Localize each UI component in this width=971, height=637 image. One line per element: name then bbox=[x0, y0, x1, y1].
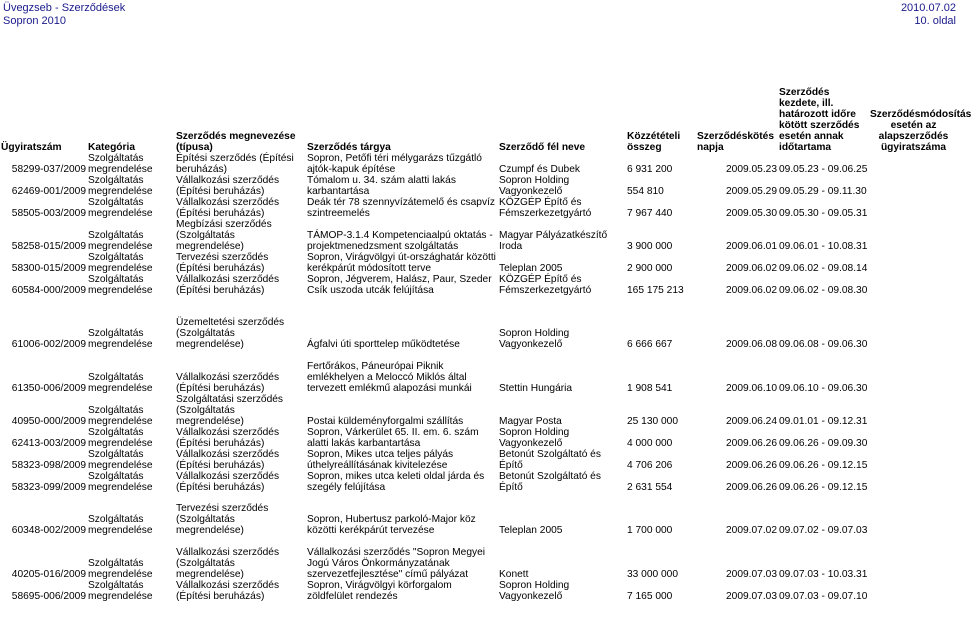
cell-ugyiratszam: 58323-099/2009 bbox=[11, 482, 86, 493]
cell-idotartam: 09.05.23 - 09.06.25 bbox=[779, 164, 868, 175]
cell-alapszerzodes bbox=[869, 427, 958, 449]
table-row bbox=[0, 449, 958, 471]
cell-kategoria: Szolgáltatás megrendelése bbox=[88, 514, 153, 536]
cell-szerzodes-tipus: Vállalkozási szerződés (Építési beruházás) bbox=[176, 449, 280, 471]
table-row bbox=[0, 350, 958, 394]
cell-szerzodes-tipus: Vállalkozási szerződés (Építési beruházás) bbox=[176, 471, 280, 493]
cell-kategoria: Szolgáltatás megrendelése bbox=[88, 252, 153, 274]
cell-kotes-napja: 2009.07.03 bbox=[726, 569, 777, 580]
cell-szerzodes-targya: Fertőrákos, Páneurópai Piknik emlékhelyen a Meloccó Miklós által tervezett emlékmű alapozási munkái bbox=[307, 361, 472, 394]
cell-kotes-napja: 2009.05.23 bbox=[726, 164, 777, 175]
cell-kotes-napja: 2009.06.24 bbox=[726, 416, 777, 427]
cell-ugyiratszam: 58695-006/2009 bbox=[11, 591, 86, 602]
cell-alapszerzodes bbox=[869, 175, 958, 197]
cell-kotes-napja: 2009.06.26 bbox=[726, 460, 777, 471]
cell-kategoria: Szolgáltatás megrendelése bbox=[88, 427, 153, 449]
cell-alapszerzodes bbox=[869, 449, 958, 471]
contracts-table bbox=[0, 44, 971, 602]
cell-szerzodes-tipus: Szolgáltatási szerződés (Szolgáltatás megrendelése) bbox=[176, 394, 284, 427]
col-header-ugyiratszam: Ügyiratszám bbox=[1, 142, 62, 153]
cell-szerzodo-fel: Sopron Holding Vagyonkezelő bbox=[499, 427, 570, 449]
table-row bbox=[0, 471, 958, 493]
cell-szerzodes-targya: Sopron, Virágvölgyi út-országhatár közötti kerékpárút módosított terve bbox=[307, 252, 496, 274]
cell-szerzodes-tipus: Vállalkozási szerződés (Építési beruházás) bbox=[176, 372, 280, 394]
cell-kotes-napja: 2009.06.26 bbox=[726, 438, 777, 449]
cell-ugyiratszam: 58299-037/2009 bbox=[11, 164, 86, 175]
cell-alapszerzodes bbox=[869, 536, 958, 580]
cell-alapszerzodes bbox=[869, 252, 958, 274]
table-row bbox=[0, 219, 958, 252]
cell-szerzodo-fel: Sopron Holding Vagyonkezelő bbox=[499, 580, 570, 602]
cell-ugyiratszam: 58258-015/2009 bbox=[11, 241, 86, 252]
cell-szerzodes-tipus: Vállalkozási szerződés (Építési beruházás) bbox=[176, 274, 280, 296]
cell-alapszerzodes bbox=[869, 580, 958, 602]
cell-idotartam: 09.06.26 - 09.12.15 bbox=[779, 482, 868, 493]
cell-idotartam: 09.06.02 - 09.08.30 bbox=[779, 285, 868, 296]
cell-alapszerzodes bbox=[869, 219, 958, 252]
cell-ugyiratszam: 62413-003/2009 bbox=[11, 438, 86, 449]
cell-szerzodes-tipus: Tervezési szerződés (Szolgáltatás megrendelése) bbox=[176, 503, 269, 536]
cell-kategoria: Szolgáltatás megrendelése bbox=[88, 372, 153, 394]
cell-osszeg: 165 175 213 bbox=[627, 285, 684, 296]
cell-szerzodo-fel: Magyar Pályázatkészítő Iroda bbox=[499, 230, 608, 252]
cell-alapszerzodes bbox=[869, 274, 958, 296]
col-header-megnevezes: Szerződés megnevezése (típusa) bbox=[176, 131, 296, 153]
cell-szerzodo-fel: KÖZGÉP Építő és Fémszerkezetgyártó bbox=[499, 197, 592, 219]
cell-szerzodo-fel: KÖZGÉP Építő és Fémszerkezetgyártó bbox=[499, 274, 592, 296]
cell-idotartam: 09.06.26 - 09.09.30 bbox=[779, 438, 868, 449]
cell-kategoria: Szolgáltatás megrendelése bbox=[88, 153, 153, 175]
cell-idotartam: 09.05.30 - 09.05.31 bbox=[779, 208, 868, 219]
cell-alapszerzodes bbox=[869, 503, 958, 536]
table-row bbox=[0, 252, 958, 274]
cell-szerzodes-tipus: Megbízási szerződés (Szolgáltatás megrendelése) bbox=[176, 219, 272, 252]
cell-idotartam: 09.01.01 - 09.12.31 bbox=[779, 416, 868, 427]
cell-osszeg: 33 000 000 bbox=[627, 569, 678, 580]
cell-szerzodes-targya: TÁMOP-3.1.4 Kompetenciaalpú oktatás - projektmenedzsment szolgáltatás bbox=[307, 230, 493, 252]
cell-idotartam: 09.06.01 - 10.08.31 bbox=[779, 241, 868, 252]
cell-alapszerzodes bbox=[869, 197, 958, 219]
cell-idotartam: 09.05.29 - 09.11.30 bbox=[779, 186, 867, 197]
cell-kategoria: Szolgáltatás megrendelése bbox=[88, 274, 153, 296]
col-header-kategoria: Kategória bbox=[88, 142, 135, 153]
cell-kategoria: Szolgáltatás megrendelése bbox=[88, 405, 153, 427]
cell-ugyiratszam: 40205-016/2009 bbox=[11, 569, 86, 580]
cell-ugyiratszam: 40950-000/2009 bbox=[11, 416, 86, 427]
cell-idotartam: 09.07.02 - 09.07.03 bbox=[779, 525, 868, 536]
cell-kategoria: Szolgáltatás megrendelése bbox=[88, 558, 153, 580]
cell-kategoria: Szolgáltatás megrendelése bbox=[88, 230, 153, 252]
cell-alapszerzodes bbox=[869, 471, 958, 493]
table-header-row bbox=[0, 44, 958, 153]
col-header-alapszerzodes: Szerződésmódosítás esetén az alapszerződés ügyiratszáma bbox=[870, 109, 971, 153]
cell-ugyiratszam: 58323-098/2009 bbox=[11, 460, 86, 471]
table-row bbox=[0, 503, 958, 536]
cell-szerzodo-fel: Konett bbox=[499, 569, 529, 580]
row-spacer bbox=[0, 493, 958, 503]
table-row bbox=[0, 394, 958, 427]
cell-kotes-napja: 2009.06.08 bbox=[726, 339, 777, 350]
cell-ugyiratszam: 58300-015/2009 bbox=[11, 263, 86, 274]
cell-osszeg: 3 900 000 bbox=[627, 241, 673, 252]
cell-kotes-napja: 2009.06.02 bbox=[726, 285, 777, 296]
cell-szerzodo-fel: Teleplan 2005 bbox=[499, 263, 563, 274]
cell-ugyiratszam: 60348-002/2009 bbox=[11, 525, 86, 536]
cell-osszeg: 2 900 000 bbox=[627, 263, 673, 274]
cell-ugyiratszam: 58505-003/2009 bbox=[11, 208, 86, 219]
table-row bbox=[0, 153, 958, 175]
cell-idotartam: 09.06.02 - 09.08.14 bbox=[779, 263, 868, 274]
cell-osszeg: 1 700 000 bbox=[627, 525, 673, 536]
col-header-osszeg: Közzétételi összeg bbox=[627, 131, 681, 153]
cell-szerzodes-targya: Deák tér 78 szennyvízátemelő és csapvíz szintreemelés bbox=[307, 197, 495, 219]
cell-idotartam: 09.06.10 - 09.06.30 bbox=[779, 383, 868, 394]
cell-kategoria: Szolgáltatás megrendelése bbox=[88, 175, 153, 197]
cell-alapszerzodes bbox=[869, 153, 958, 175]
cell-osszeg: 1 908 541 bbox=[627, 383, 673, 394]
cell-szerzodes-targya: Postai küldeményforgalmi szállítás bbox=[307, 416, 464, 427]
cell-osszeg: 7 967 440 bbox=[627, 208, 673, 219]
cell-kotes-napja: 2009.06.26 bbox=[726, 482, 777, 493]
table-row bbox=[0, 306, 958, 350]
cell-kotes-napja: 2009.07.02 bbox=[726, 525, 777, 536]
cell-szerzodes-tipus: Vállalkozási szerződés (Építési beruházás) bbox=[176, 175, 280, 197]
cell-szerzodes-targya: Sopron, Mikes utca teljes pályás úthelyreállításának kivitelezése bbox=[307, 449, 454, 471]
cell-szerzodes-targya: Sopron, mikes utca keleti oldal járda és szegély felújítása bbox=[307, 471, 485, 493]
cell-szerzodes-targya: Sopron, Petőfi téri mélygarázs tűzgátló ajtók-kapuk építése bbox=[307, 153, 482, 175]
cell-kotes-napja: 2009.05.30 bbox=[726, 208, 777, 219]
row-spacer bbox=[0, 296, 958, 306]
cell-ugyiratszam: 60584-000/2009 bbox=[11, 285, 86, 296]
table-row bbox=[0, 536, 958, 580]
cell-alapszerzodes bbox=[869, 350, 958, 394]
cell-idotartam: 09.06.26 - 09.12.15 bbox=[779, 460, 868, 471]
cell-osszeg: 25 130 000 bbox=[627, 416, 678, 427]
cell-szerzodo-fel: Stettin Hungária bbox=[499, 383, 573, 394]
cell-szerzodo-fel: Betonút Szolgáltató és Építő bbox=[499, 449, 601, 471]
cell-osszeg: 4 000 000 bbox=[627, 438, 673, 449]
cell-szerzodo-fel: Sopron Holding Vagyonkezelő bbox=[499, 328, 570, 350]
cell-szerzodo-fel: Sopron Holding Vagyonkezelő bbox=[499, 175, 570, 197]
page-header-line2 bbox=[0, 15, 960, 28]
table-row bbox=[0, 197, 958, 219]
cell-szerzodes-targya: Sopron, Várkerület 65. II. em. 6. szám alatti lakás karbantartása bbox=[307, 427, 479, 449]
cell-kategoria: Szolgáltatás megrendelése bbox=[88, 197, 153, 219]
cell-alapszerzodes bbox=[869, 394, 958, 427]
document-title: Üvegzseb - Szerződések bbox=[3, 2, 126, 14]
cell-szerzodes-tipus: Tervezési szerződés (Építési beruházás) bbox=[176, 252, 269, 274]
col-header-idotartam: Szerződés kezdete, ill. határozott időre kötött szerződés esetén annak időtartama bbox=[779, 87, 860, 153]
cell-kategoria: Szolgáltatás megrendelése bbox=[88, 580, 153, 602]
cell-szerzodes-targya: Sopron, Virágvölgyi körforgalom zöldfelület rendezés bbox=[307, 580, 452, 602]
document-date: 2010.07.02 bbox=[900, 2, 956, 14]
cell-idotartam: 09.07.03 - 10.03.31 bbox=[779, 569, 868, 580]
cell-szerzodes-targya: Sopron, Hubertusz parkoló-Major köz közötti kerékpárút tervezése bbox=[307, 514, 476, 536]
col-header-targy: Szerződés tárgya bbox=[307, 142, 391, 153]
col-header-kotes-napja: Szerződéskötés napja bbox=[697, 131, 775, 153]
table-row bbox=[0, 427, 958, 449]
cell-szerzodes-tipus: Építési szerződés (Építési beruházás) bbox=[176, 153, 294, 175]
page-number: 10. oldal bbox=[914, 15, 956, 27]
cell-osszeg: 6 931 200 bbox=[627, 164, 673, 175]
cell-szerzodes-tipus: Vállalkozási szerződés (Építési beruházás) bbox=[176, 427, 280, 449]
cell-kategoria: Szolgáltatás megrendelése bbox=[88, 328, 153, 350]
table-row bbox=[0, 580, 958, 602]
cell-osszeg: 554 810 bbox=[627, 186, 664, 197]
cell-szerzodo-fel: Magyar Posta bbox=[499, 416, 562, 427]
table-row bbox=[0, 274, 958, 296]
cell-kotes-napja: 2009.06.01 bbox=[726, 241, 777, 252]
cell-kotes-napja: 2009.07.03 bbox=[726, 591, 777, 602]
cell-ugyiratszam: 62469-001/2009 bbox=[11, 186, 86, 197]
cell-osszeg: 2 631 554 bbox=[627, 482, 673, 493]
cell-alapszerzodes bbox=[869, 306, 958, 350]
cell-szerzodes-tipus: Üzemeltetési szerződés (Szolgáltatás megrendelése) bbox=[176, 317, 285, 350]
cell-szerzodes-targya: Tómalom u. 34. szám alatti lakás karbantartása bbox=[307, 175, 456, 197]
document-subtitle: Sopron 2010 bbox=[3, 15, 66, 27]
cell-szerzodes-targya: Ágfalvi úti sporttelep működtetése bbox=[307, 339, 460, 350]
cell-szerzodo-fel: Czumpf és Dubek bbox=[499, 164, 580, 175]
cell-kotes-napja: 2009.06.10 bbox=[726, 383, 777, 394]
cell-szerzodes-tipus: Vállalkozási szerződés (Építési beruházás) bbox=[176, 580, 280, 602]
cell-szerzodo-fel: Betonút Szolgáltató és Építő bbox=[499, 471, 601, 493]
col-header-fel-neve: Szerződő fél neve bbox=[499, 142, 586, 153]
cell-ugyiratszam: 61006-002/2009 bbox=[11, 339, 86, 350]
cell-osszeg: 7 165 000 bbox=[627, 591, 673, 602]
cell-idotartam: 09.06.08 - 09.06.30 bbox=[779, 339, 868, 350]
cell-szerzodo-fel: Teleplan 2005 bbox=[499, 525, 563, 536]
cell-kategoria: Szolgáltatás megrendelése bbox=[88, 449, 153, 471]
cell-szerzodes-tipus: Vállalkozási szerződés (Építési beruházás) bbox=[176, 197, 280, 219]
cell-kotes-napja: 2009.05.29 bbox=[726, 186, 777, 197]
cell-osszeg: 4 706 206 bbox=[627, 460, 673, 471]
cell-ugyiratszam: 61350-006/2009 bbox=[11, 383, 86, 394]
cell-idotartam: 09.07.03 - 09.07.10 bbox=[779, 591, 868, 602]
cell-kategoria: Szolgáltatás megrendelése bbox=[88, 471, 153, 493]
cell-szerzodes-tipus: Vállalkozási szerződés (Szolgáltatás megrendelése) bbox=[176, 547, 280, 580]
cell-szerzodes-targya: Vállalkozási szerződés "Sopron Megyei Jogú Város Önkormányzatának szervezetfejlesztése" című pályázat bbox=[307, 547, 486, 580]
page-header-line1 bbox=[0, 2, 960, 15]
cell-osszeg: 6 666 667 bbox=[627, 339, 673, 350]
cell-szerzodes-targya: Sopron, Jégverem, Halász, Paur, Szeder Csík uszoda utcák felújítása bbox=[307, 274, 492, 296]
cell-kotes-napja: 2009.06.02 bbox=[726, 263, 777, 274]
table-row bbox=[0, 175, 958, 197]
